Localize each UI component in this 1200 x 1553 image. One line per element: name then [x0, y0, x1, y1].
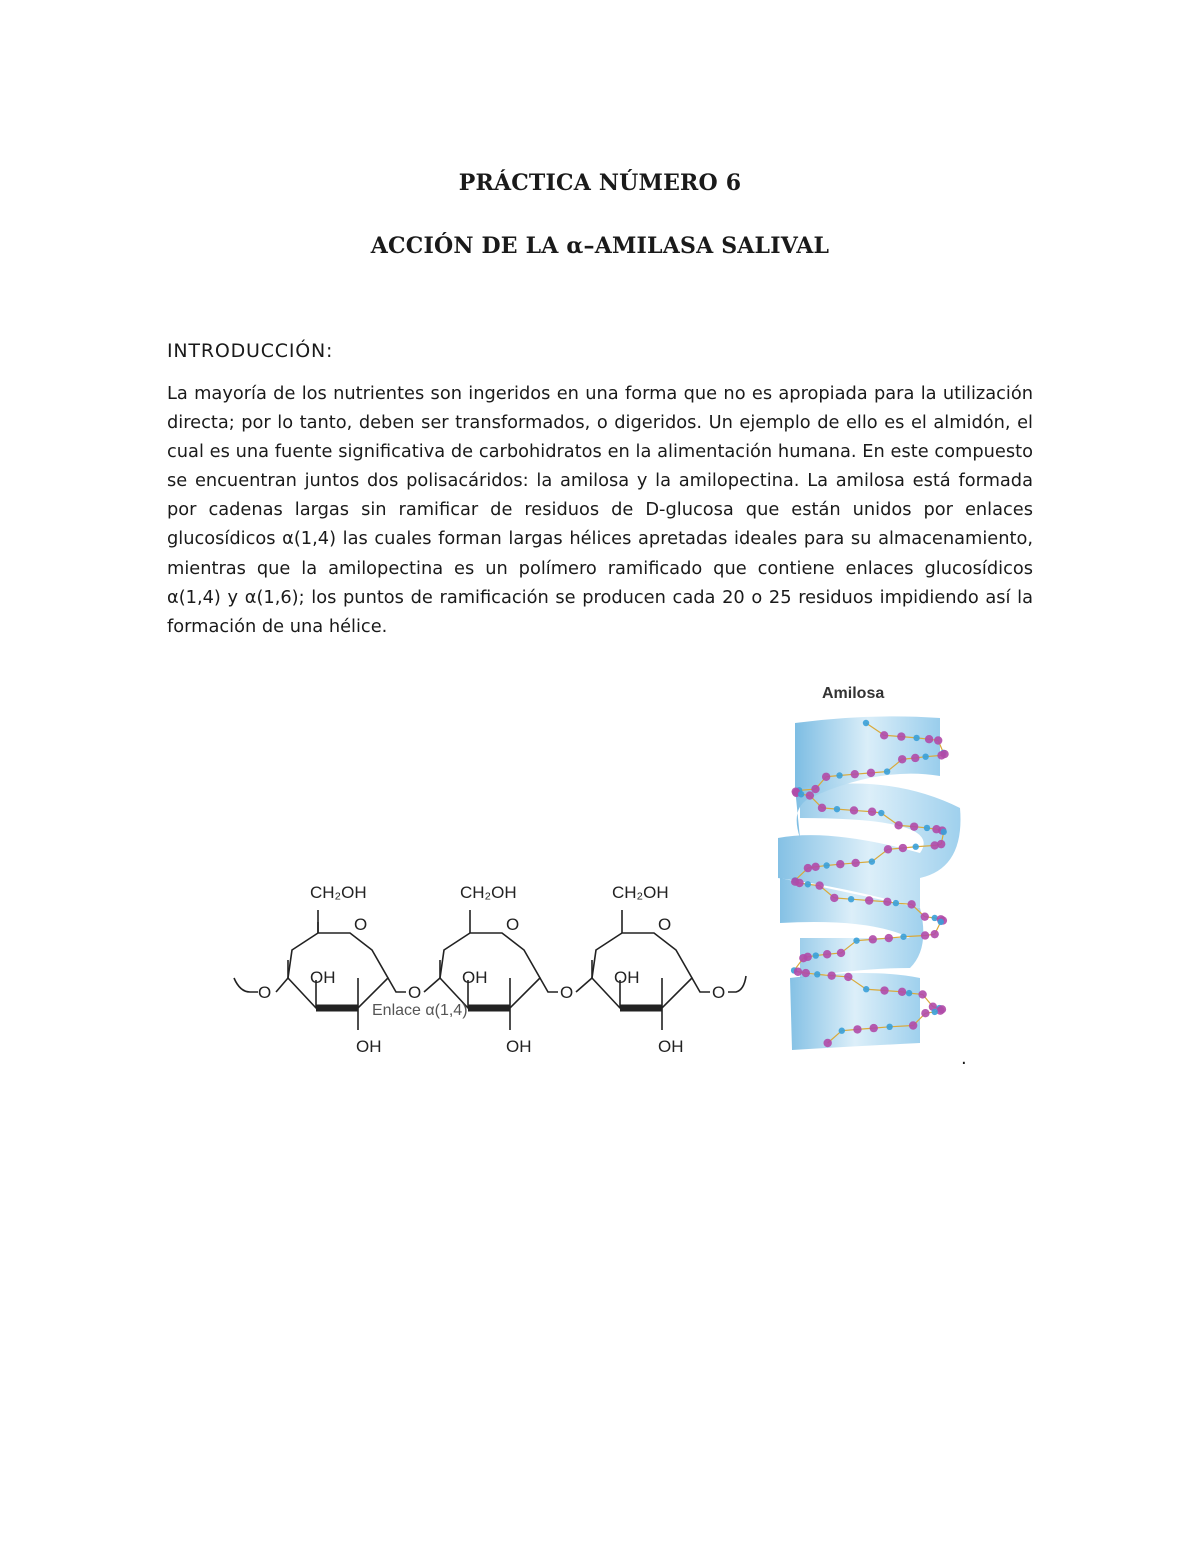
helix-atom	[899, 844, 907, 852]
ch2oh-label-2: CH₂OH	[460, 883, 517, 902]
link-oxygen-left: O	[258, 983, 272, 1002]
document-title: PRÁCTICA NÚMERO 6	[458, 170, 742, 196]
amylose-chain-diagram	[230, 870, 750, 1065]
helix-atom	[851, 770, 859, 778]
helix-atom	[922, 753, 928, 759]
helix-atom	[911, 754, 919, 762]
ch2oh-label-3: CH₂OH	[612, 883, 669, 902]
helix-atom	[913, 844, 919, 850]
helix-atom	[850, 806, 858, 814]
ring-oxygen-2: O	[506, 915, 520, 934]
helix-atom	[798, 791, 804, 797]
helix-atom	[938, 919, 944, 925]
link-oxygen-1: O	[408, 983, 422, 1002]
helix-atom	[897, 732, 905, 740]
helix-atom	[836, 860, 844, 868]
helix-atom	[844, 973, 852, 981]
hydroxyl-label-3a: OH	[614, 968, 640, 987]
helix-atom	[934, 736, 942, 744]
amylose-helix-illustration	[770, 678, 970, 1058]
helix-atom	[853, 1025, 861, 1033]
helix-atom	[884, 768, 890, 774]
helix-atom	[898, 988, 906, 996]
hydroxyl-label-2b: OH	[506, 1037, 532, 1056]
helix-atom	[814, 971, 820, 977]
helix-atom	[836, 772, 842, 778]
helix-atom	[885, 934, 893, 942]
introduction-paragraph: La mayoría de los nutrientes son ingeridos en una forma que no es apropiada para la utilización directa; por lo tanto, deben ser transformados, o digeridos. Un ejemplo de ello es el almidón, el cual es una fuente significativa de carbohidratos en la alimentación humana. En este compuesto se encuentran juntos dos polisacáridos: la amilosa y la amilopectina. La amilosa está formada por cadenas largas sin ramificar de residuos de D-glucosa que están unidos por enlaces glucosídicos α(1,4) las cuales forman largas hélices apretadas ideales para su almacenamiento, mientras que la amilopectina es un polímero ramificado que contiene enlaces glucosídicos α(1,4) y α(1,6); los puntos de ramificación se producen cada 20 o 25 residuos impidiendo así la formación de una hélice.	[167, 383, 1033, 637]
helix-atom	[837, 949, 845, 957]
helix-atom	[848, 896, 854, 902]
link-oxygen-right: O	[712, 983, 726, 1002]
helix-atom	[880, 986, 888, 994]
ring-oxygen-1: O	[354, 915, 368, 934]
document-subtitle: ACCIÓN DE LA α–AMILASA SALIVAL	[370, 233, 830, 259]
helix-atom	[851, 859, 859, 867]
hydroxyl-label-2a: OH	[462, 968, 488, 987]
helix-atom	[884, 845, 892, 853]
ring-oxygen-3: O	[658, 915, 672, 934]
helix-atom	[907, 900, 915, 908]
helix-atom	[802, 969, 810, 977]
helix-atom	[941, 829, 947, 835]
helix-atom	[830, 894, 838, 902]
helix-atom	[869, 935, 877, 943]
helix-atom	[822, 773, 830, 781]
helix-atom	[799, 954, 807, 962]
helix-atom	[900, 934, 906, 940]
helix-atom	[823, 1039, 831, 1047]
helix-atom	[811, 863, 819, 871]
helix-atom	[823, 862, 829, 868]
helix-atom	[913, 735, 919, 741]
helix-atom	[931, 930, 939, 938]
helix-atom	[894, 821, 902, 829]
helix-atom	[909, 1021, 917, 1029]
helix-atom	[869, 858, 875, 864]
helix-atom	[921, 931, 929, 939]
helix-atom	[863, 720, 869, 726]
helix-atom	[795, 879, 803, 887]
helix-atom	[834, 806, 840, 812]
helix-atom	[794, 968, 802, 976]
helix-label: Amilosa	[822, 685, 885, 702]
helix-atom	[827, 971, 835, 979]
helix-atom	[867, 769, 875, 777]
helix-atom	[931, 1009, 937, 1015]
helix-atom	[921, 1009, 929, 1017]
helix-atom	[918, 990, 926, 998]
helix-atom	[815, 881, 823, 889]
helix-atom	[804, 864, 812, 872]
helix-atom	[921, 912, 929, 920]
helix-atom	[865, 896, 873, 904]
helix-atom	[883, 898, 891, 906]
helix-atom	[886, 1024, 892, 1030]
helix-atom	[813, 952, 819, 958]
helix-atom	[878, 810, 884, 816]
helix-atom	[924, 825, 930, 831]
helix-atom	[868, 808, 876, 816]
helix-atom	[937, 751, 945, 759]
helix-atom	[839, 1028, 845, 1034]
helix-atom	[811, 785, 819, 793]
helix-atom	[893, 900, 899, 906]
helix-atom	[863, 986, 869, 992]
helix-atom	[823, 950, 831, 958]
helix-atom	[930, 841, 938, 849]
helix-atom	[818, 804, 826, 812]
helix-atom	[880, 731, 888, 739]
trailing-period: .	[961, 1048, 967, 1069]
section-heading-introduccion: INTRODUCCIÓN:	[167, 340, 334, 362]
link-oxygen-2: O	[560, 983, 574, 1002]
helix-atom	[853, 937, 859, 943]
helix-atom	[806, 791, 814, 799]
helix-atom	[906, 990, 912, 996]
hydroxyl-label-3b: OH	[658, 1037, 684, 1056]
hydroxyl-label-1a: OH	[310, 968, 336, 987]
ch2oh-label-1: CH₂OH	[310, 883, 367, 902]
helix-atom	[805, 881, 811, 887]
helix-atom	[898, 755, 906, 763]
helix-atom	[870, 1024, 878, 1032]
helix-atom	[910, 822, 918, 830]
bond-label: Enlace α(1,4)	[372, 1002, 468, 1019]
hydroxyl-label-1b: OH	[356, 1037, 382, 1056]
helix-atom	[925, 735, 933, 743]
